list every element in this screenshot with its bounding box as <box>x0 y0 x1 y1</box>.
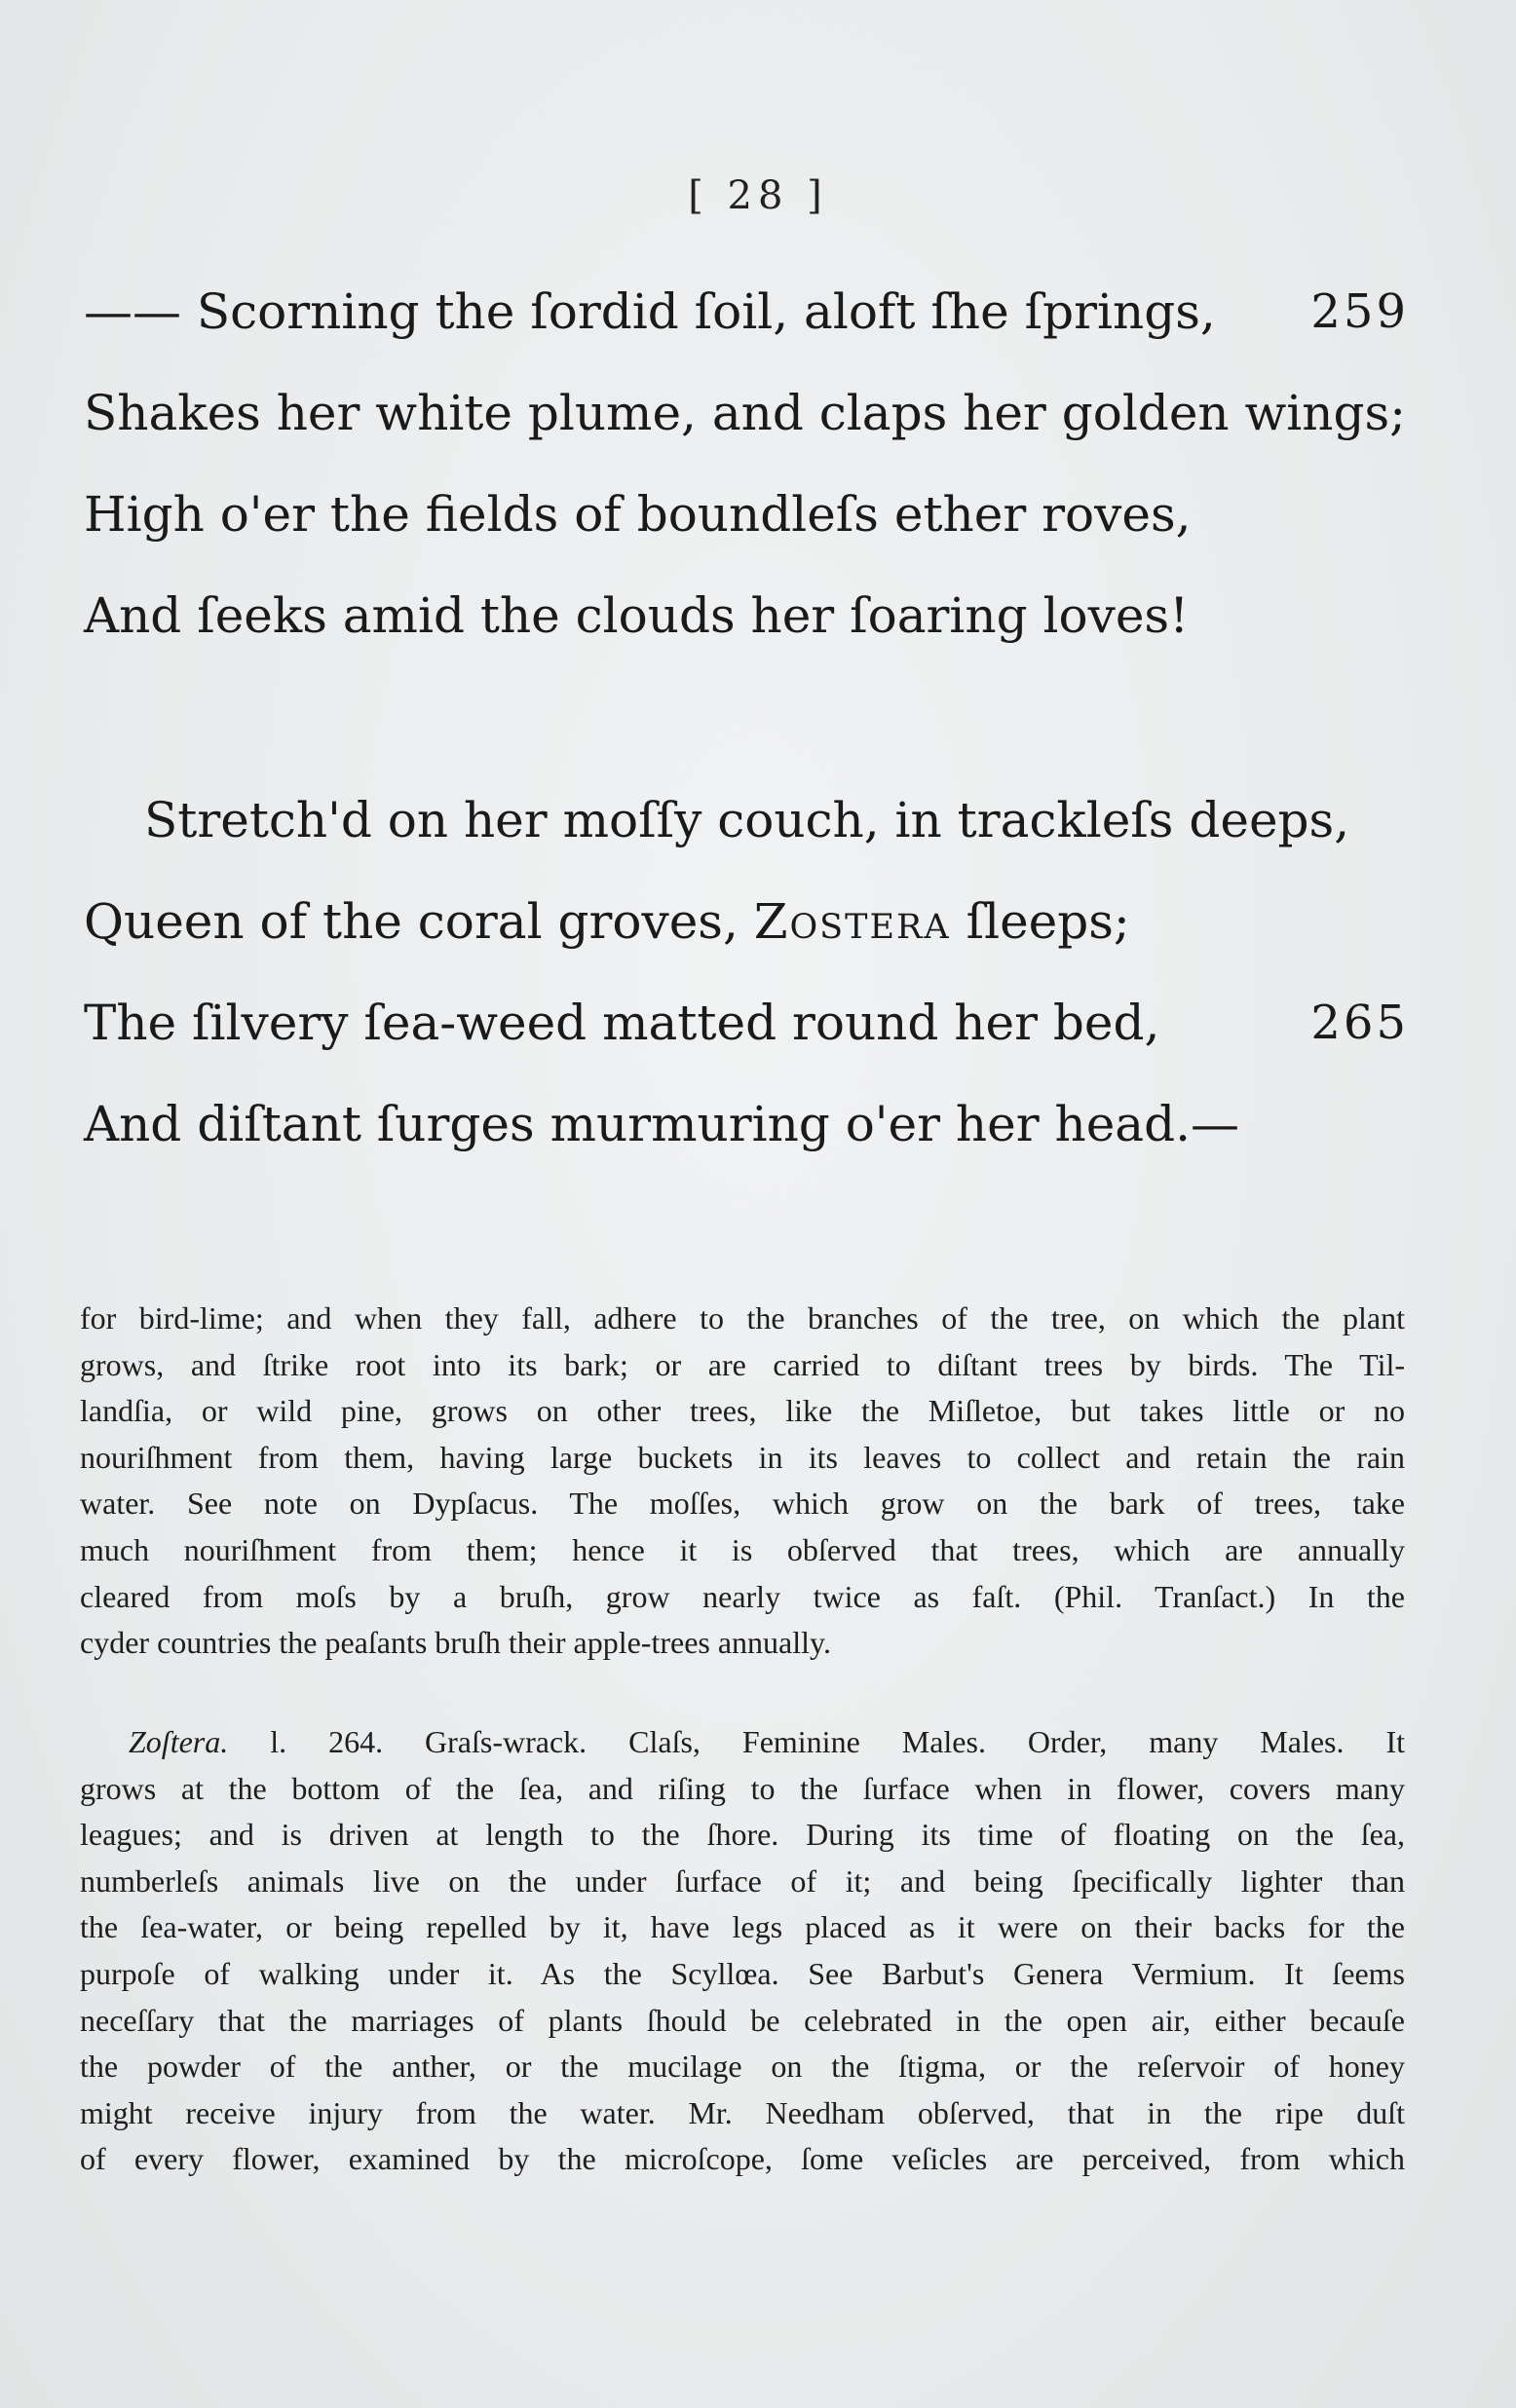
note-line: numberleſs animals live on the under ſurface of it; and being ſpecifically lighter than <box>80 1862 1405 1899</box>
verse-text: Shakes her white plume, and claps her golden wings; <box>84 385 1407 441</box>
note-line: leagues; and is driven at length to the ſhore. During its time of floating on the ſea, <box>80 1817 1405 1853</box>
note-line: the ſea-water, or being repelled by it, have legs placed as it were on their backs for the <box>80 1909 1405 1945</box>
verse-line <box>84 1073 1409 1175</box>
verse-line <box>84 261 1409 362</box>
note-line: landſia, or wild pine, grows on other trees, like the Miſletoe, but takes little or no <box>80 1393 1405 1429</box>
verse-text: The ſilvery ſea-weed matted round her bed, <box>84 995 1160 1051</box>
verse-text: Stretch'd on her moſſy couch, in trackleſs deeps, <box>144 792 1350 848</box>
verse-line <box>84 565 1409 666</box>
verse-text: High o'er the fields of boundleſs ether roves, <box>84 486 1192 543</box>
note-line <box>80 1719 1405 1766</box>
verse-text: —— Scorning the ſordid ſoil, aloft ſhe ſprings, <box>84 283 1216 340</box>
note-line: of every flower, examined by the microſcope, ſome veſicles are perceived, from which <box>80 2141 1405 2177</box>
note-line: purpoſe of walking under it. As the Scyllœa. See Barbut's Genera Vermium. It ſeems <box>80 1955 1405 1991</box>
poem-stanza-1 <box>84 261 1409 666</box>
verse-line <box>84 871 1409 972</box>
note-line: for bird-lime; and when they fall, adhere to the branches of the tree, on which the plant <box>80 1300 1405 1336</box>
note-line: neceſſary that the marriages of plants ſhould be celebrated in the open air, either becauſe <box>80 2002 1405 2038</box>
verse-text: And diſtant ſurges murmuring o'er her head.— <box>84 1096 1240 1152</box>
note-line: grows at the bottom of the ſea, and riſing to the ſurface when in flower, covers many <box>80 1770 1405 1806</box>
verse-line <box>84 362 1409 464</box>
verse-line <box>84 972 1409 1073</box>
note-line: cyder countries the peaſants bruſh their apple-trees annually. <box>80 1625 831 1661</box>
line-number: 265 <box>1310 996 1409 1050</box>
footnote-continued <box>80 1296 1405 1667</box>
verse-line <box>84 464 1409 565</box>
footnote-zostera <box>80 1719 1405 2183</box>
poem-stanza-2 <box>84 770 1409 1175</box>
verse-text-part: Queen of the coral groves, <box>84 893 754 950</box>
note-line: nouriſhment from them, having large buckets in its leaves to collect and retain the rain <box>80 1439 1405 1475</box>
note-heading: Zoſtera. <box>129 1724 229 1759</box>
line-number: 259 <box>1310 284 1409 339</box>
note-line: cleared from moſs by a bruſh, grow nearly twice as faſt. (Phil. Tranſact.) In the <box>80 1578 1405 1614</box>
verse-line <box>84 770 1409 871</box>
note-line: water. See note on Dypſacus. The moſſes, which grow on the bark of trees, take <box>80 1486 1405 1522</box>
verse-text-part: ſleeps; <box>950 893 1130 950</box>
note-line: grows, and ſtrike root into its bark; or are carried to diſtant trees by birds. The Til- <box>80 1346 1405 1382</box>
plant-name-zostera: Zostera <box>753 893 951 950</box>
page-number: [ 28 ] <box>688 173 828 218</box>
note-line: might receive injury from the water. Mr. Needham obſerved, that in the ripe duſt <box>80 2094 1405 2130</box>
verse-text: And ſeeks amid the clouds her ſoaring loves! <box>84 587 1190 644</box>
note-text: l. 264. Graſs-wrack. Claſs, Feminine Males. Order, many Males. It <box>228 1724 1405 1759</box>
note-line: the powder of the anther, or the mucilage on the ſtigma, or the reſervoir of honey <box>80 2049 1405 2085</box>
note-line: much nouriſhment from them; hence it is obſerved that trees, which are annually <box>80 1531 1405 1567</box>
verse-text <box>84 871 1130 972</box>
